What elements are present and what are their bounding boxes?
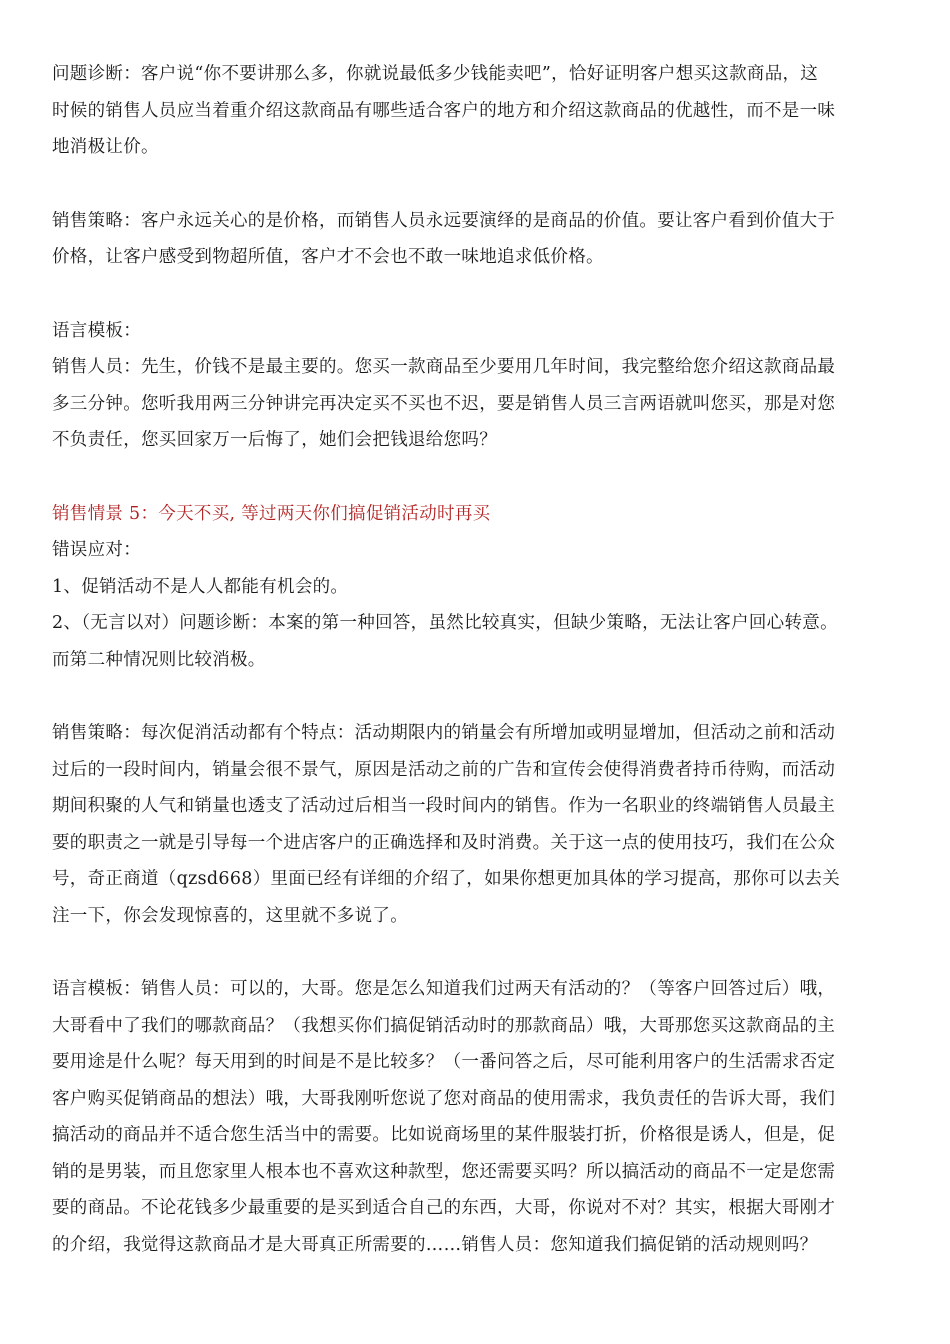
text-line: 大哥看中了我们的哪款商品？（我想买你们搞促销活动时的那款商品）哦，大哥那您买这款商品的主	[52, 1015, 836, 1036]
template-paragraph	[52, 313, 912, 459]
paragraph-gap	[52, 276, 912, 313]
text-line: 价格，让客户感受到物超所值，客户才不会也不敢一味地追求低价格。	[52, 247, 604, 267]
paragraph-gap	[52, 678, 912, 715]
text-line: 语言模板：	[52, 320, 141, 341]
text-line: 而第二种情况则比较消极。	[52, 649, 266, 670]
scenario-heading	[52, 496, 912, 533]
text-line: 客户购买促销商品的想法）哦，大哥我刚听您说了您对商品的使用需求，我负责任的告诉大哥，我们	[52, 1088, 836, 1109]
text-line: 销的是男装，而且您家里人根本也不喜欢这种款型，您还需要买吗？所以搞活动的商品不一定是您需	[52, 1161, 836, 1182]
document-page	[52, 56, 912, 1263]
text-line: 搞活动的商品并不适合您生活当中的需要。比如说商场里的某件服装打折，价格很是诱人，但是，促	[52, 1125, 836, 1145]
template-paragraph-2	[52, 971, 912, 1263]
text-line: 错误应对：	[52, 540, 141, 560]
text-line: 的介绍，我觉得这款商品才是大哥真正所需要的……销售人员：您知道我们搞促销的活动规则吗？	[52, 1234, 818, 1255]
text-line: 2、（无言以对）问题诊断：本案的第一种回答，虽然比较真实，但缺少策略，无法让客户回心转意。	[52, 613, 838, 633]
text-line: 多三分钟。您听我用两三分钟讲完再决定买不买也不迟，要是销售人员三言两语就叫您买，那是对您	[52, 393, 836, 414]
text-line: 不负责任，您买回家万一后悔了，她们会把钱退给您吗？	[52, 430, 497, 450]
text-line: 要的商品。不论花钱多少最重要的是买到适合自己的东西，大哥，你说对不对？其实，根据大哥刚才	[52, 1198, 836, 1218]
text-line: 期间积聚的人气和销量也透支了活动过后相当一段时间内的销售。作为一名职业的终端销售人员最主	[52, 796, 836, 816]
text-line: 注一下，你会发现惊喜的，这里就不多说了。	[52, 905, 408, 926]
text-line: 要的职责之一就是引导每一个进店客户的正确选择和及时消费。关于这一点的使用技巧，我们在公众	[52, 832, 836, 853]
text-line: 地消极让价。	[52, 137, 159, 157]
paragraph-gap	[52, 934, 912, 971]
text-line: 时候的销售人员应当着重介绍这款商品有哪些适合客户的地方和介绍这款商品的优越性，而不是一味	[52, 100, 836, 121]
text-line: 号，奇正商道（qzsd668）里面已经有详细的介绍了，如果你想更加具体的学习提高，那你可以去关	[52, 869, 841, 889]
strategy-paragraph	[52, 203, 912, 276]
text-line: 语言模板：销售人员：可以的，大哥。您是怎么知道我们过两天有活动的？（等客户回答过后）哦，	[52, 979, 836, 999]
text-line: 销售人员：先生，价钱不是最主要的。您买一款商品至少要用几年时间，我完整给您介绍这款商品最	[52, 357, 836, 377]
scenario-title: 销售情景 5：今天不买, 等过两天你们搞促销活动时再买	[52, 503, 491, 524]
wrong-response-paragraph	[52, 532, 912, 678]
paragraph-gap	[52, 166, 912, 203]
diagnosis-paragraph	[52, 56, 912, 166]
text-line: 过后的一段时间内，销量会很不景气，原因是活动之前的广告和宣传会使得消费者持币待购，而活动	[52, 759, 836, 780]
text-line: 1、促销活动不是人人都能有机会的。	[52, 576, 349, 597]
text-line: 销售策略：客户永远关心的是价格，而销售人员永远要演绎的是商品的价值。要让客户看到价值大于	[52, 210, 836, 231]
strategy-paragraph-2	[52, 715, 912, 934]
paragraph-gap	[52, 459, 912, 496]
text-line: 问题诊断：客户说“你不要讲那么多，你就说最低多少钱能卖吧”，恰好证明客户想买这款商品，这	[52, 64, 819, 84]
text-line: 要用途是什么呢？每天用到的时间是不是比较多？（一番问答之后，尽可能利用客户的生活需求否定	[52, 1052, 836, 1072]
text-line: 销售策略：每次促消活动都有个特点：活动期限内的销量会有所增加或明显增加，但活动之前和活动	[52, 723, 836, 743]
